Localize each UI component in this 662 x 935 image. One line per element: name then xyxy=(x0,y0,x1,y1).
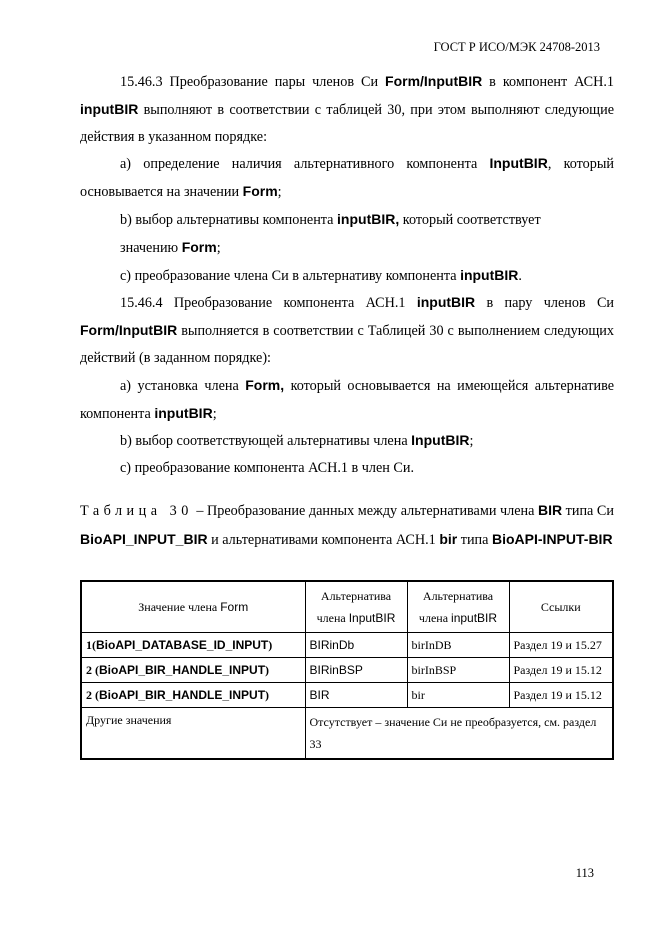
cell-other-label: Другие значения xyxy=(81,708,305,760)
table-header-row xyxy=(81,581,613,633)
list-item-c: c) преобразование члена Си в альтернативу компонента inputBIR. xyxy=(120,266,522,284)
header-asn-alt: Альтернатива члена inputBIR xyxy=(407,581,509,633)
cell-alt-asn: bir xyxy=(407,683,509,708)
cell-alt-asn: birInBSP xyxy=(407,658,509,683)
list-item-b: b) выбор альтернативы компонента inputBIR, который соответствует xyxy=(120,210,541,228)
cell-alt-c: BIRinBSP xyxy=(305,658,407,683)
list-item-b-cont: значению Form; xyxy=(120,238,221,256)
header-inputbir-alt: Альтернатива члена InputBIR xyxy=(305,581,407,633)
list-item-a: а) определение наличия альтернативного компонента InputBIR, который основывается на значении Form; xyxy=(80,155,614,201)
running-header: ГОСТ Р ИСО/МЭК 24708-2013 xyxy=(433,40,600,54)
table-row xyxy=(81,658,613,683)
cell-ref: Раздел 19 и 15.27 xyxy=(509,633,613,658)
paragraph-15-46-3: 15.46.3 Преобразование пары членов Си Form/InputBIR в компонент АСН.1 inputBIR выполняют в соответствии с таблицей 30, при этом выполняют следующие действия в указанном порядке: xyxy=(80,73,614,145)
list-item-a2: а) установка члена Form, который основывается на имеющейся альтернативе компонента inputBIR; xyxy=(80,376,614,422)
cell-other-note: Отсутствует – значение Си не преобразуется, см. раздел 33 xyxy=(305,708,613,760)
cell-form: 1(BioAPI_DATABASE_ID_INPUT) xyxy=(81,633,305,658)
table-row xyxy=(81,633,613,658)
table-row xyxy=(81,683,613,708)
page-number: 113 xyxy=(575,866,594,880)
cell-form: 2 (BioAPI_BIR_HANDLE_INPUT) xyxy=(81,658,305,683)
cell-form: 2 (BioAPI_BIR_HANDLE_INPUT) xyxy=(81,683,305,708)
cell-ref: Раздел 19 и 15.12 xyxy=(509,683,613,708)
cell-alt-c: BIRinDb xyxy=(305,633,407,658)
list-item-c2: c) преобразование компонента АСН.1 в член Си. xyxy=(120,460,415,477)
data-table xyxy=(80,580,614,760)
cell-ref: Раздел 19 и 15.12 xyxy=(509,658,613,683)
table-caption: Таблица 30 – Преобразование данных между альтернативами члена BIR типа Си BioAPI_INPUT_BIR и альтернативами компонента АСН.1 bir типа BioAPI-INPUT-BIR xyxy=(80,502,614,548)
cell-alt-c: BIR xyxy=(305,683,407,708)
table-row-other xyxy=(81,708,613,760)
cell-alt-asn: birInDB xyxy=(407,633,509,658)
body-text xyxy=(80,68,614,482)
header-refs: Ссылки xyxy=(509,581,613,633)
paragraph-15-46-4: 15.46.4 Преобразование компонента АСН.1 inputBIR в пару членов Си Form/InputBIR выполняется в соответствии с Таблицей 30 с выполнением следующих действий (в заданном порядке): xyxy=(80,294,615,366)
list-item-b2: b) выбор соответствующей альтернативы члена InputBIR; xyxy=(120,432,474,450)
header-form-value: Значение члена Form xyxy=(81,581,305,633)
